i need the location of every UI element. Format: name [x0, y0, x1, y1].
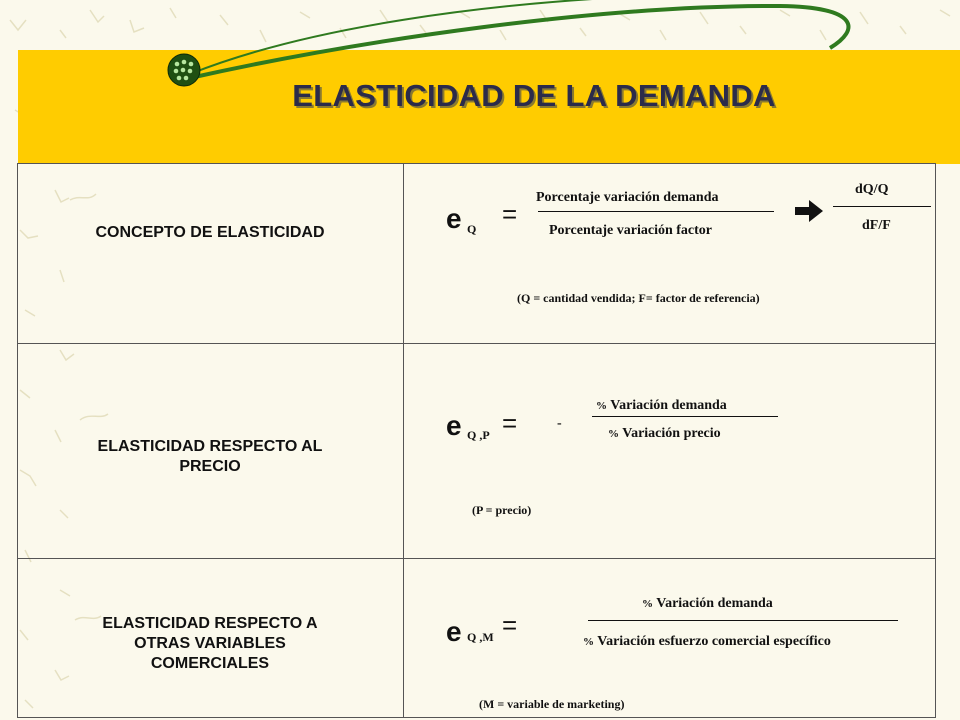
negative-sign: -: [557, 416, 562, 431]
equals-sign: =: [502, 610, 518, 640]
fraction-denominator: [608, 426, 721, 442]
percent-symbol: %: [596, 400, 607, 412]
definition-note: (P = precio): [472, 503, 532, 517]
denominator-text: Variación esfuerzo comercial específico: [597, 634, 831, 649]
percent-symbol: %: [608, 428, 619, 440]
row-label-otras-variables: [17, 614, 403, 674]
derivative-numerator: dQ/Q: [855, 182, 889, 197]
row-label-line: PRECIO: [179, 458, 241, 475]
elasticity-subscript: Q ,P: [467, 428, 490, 442]
percent-symbol: %: [642, 598, 653, 610]
derivative-bar: [833, 206, 931, 207]
numerator-text: Variación demanda: [656, 596, 773, 611]
definition-note: (M = variable de marketing): [479, 697, 625, 711]
fraction-denominator: [583, 634, 831, 650]
fraction-bar: [588, 620, 898, 621]
equals-sign: =: [502, 408, 518, 438]
fraction-bar: [592, 416, 778, 417]
fraction-numerator: Porcentaje variación demanda: [536, 190, 719, 205]
row-divider-1: [17, 343, 936, 344]
fraction-denominator: Porcentaje variación factor: [549, 223, 713, 238]
row-label-line: ELASTICIDAD RESPECTO AL: [97, 438, 323, 455]
row-label-precio: [17, 437, 403, 477]
elasticity-subscript: Q: [467, 222, 477, 236]
row-label-concepto: CONCEPTO DE ELASTICIDAD: [95, 224, 325, 241]
definition-note: (Q = cantidad vendida; F= factor de referencia): [517, 291, 760, 305]
fraction-numerator: [642, 596, 773, 612]
page-title: ELASTICIDAD DE LA DEMANDA: [292, 78, 776, 113]
row-label-line: ELASTICIDAD RESPECTO A: [102, 615, 318, 632]
percent-symbol: %: [583, 636, 594, 648]
row-divider-2: [17, 558, 936, 559]
column-divider: [403, 163, 404, 718]
elasticity-symbol: e: [446, 410, 462, 441]
row-label-line: COMERCIALES: [150, 655, 270, 672]
derivative-denominator: dF/F: [862, 218, 891, 233]
fraction-bar: [538, 211, 774, 212]
fraction-numerator: [596, 398, 727, 414]
elasticity-subscript: Q ,M: [467, 630, 494, 644]
row-label-line: OTRAS VARIABLES: [134, 635, 286, 652]
numerator-text: Variación demanda: [610, 398, 727, 413]
equals-sign: =: [502, 199, 518, 229]
elasticity-symbol: e: [446, 203, 462, 234]
denominator-text: Variación precio: [622, 426, 721, 441]
elasticity-symbol: e: [446, 616, 462, 647]
right-arrow-icon: [793, 198, 825, 224]
